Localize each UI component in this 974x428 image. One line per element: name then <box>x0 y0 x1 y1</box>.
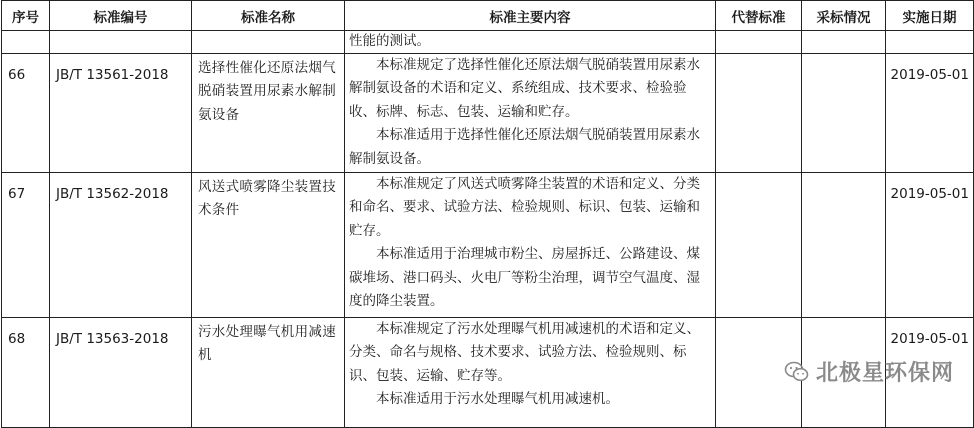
content-paragraph: 本标准适用于治理城市粉尘、房屋拆迁、公路建设、煤碳堆场、港口码头、火电厂等粉尘治理，调节空气温度、湿度的降尘装置。 <box>349 246 700 310</box>
row-date: 2019-05-01 <box>886 318 974 428</box>
row-code: JB/T 13561-2018 <box>50 54 192 173</box>
content-paragraph: 本标准规定了污水处理曝气机用减速机的术语和定义、分类、命名与规格、技术要求、试验方法、检验规则、标识、包装、运输、贮存等。 <box>349 321 700 384</box>
content-paragraph: 本标准规定了选择性催化还原法烟气脱硝装置用尿素水解制氨设备的术语和定义、系统组成、技术要求、检验验收、标牌、标志、包装、运输和贮存。 <box>349 57 700 120</box>
row-date: 2019-05-01 <box>886 173 974 318</box>
row-name: 选择性催化还原法烟气脱硝装置用尿素水解制氨设备 <box>192 54 345 173</box>
row-date: 2019-05-01 <box>886 54 974 173</box>
row-adopt <box>802 173 886 318</box>
header-code: 标准编号 <box>50 1 192 31</box>
row-content <box>345 54 716 173</box>
cell-replace <box>716 31 802 54</box>
cell-adopt <box>802 31 886 54</box>
header-replace: 代替标准 <box>716 1 802 31</box>
cell-code <box>50 31 192 54</box>
content-paragraph: 本标准适用于选择性催化还原法烟气脱硝装置用尿素水解制氨设备。 <box>349 127 700 167</box>
content-paragraph: 本标准适用于污水处理曝气机用减速机。 <box>376 391 619 408</box>
header-no: 序号 <box>2 1 50 31</box>
row-no: 68 <box>2 318 50 428</box>
cell-name <box>192 31 345 54</box>
wechat-icon <box>784 359 810 385</box>
continuation-row <box>2 31 974 54</box>
header-name: 标准名称 <box>192 1 345 31</box>
watermark <box>784 356 954 387</box>
table-header-row <box>2 1 974 31</box>
row-code: JB/T 13563-2018 <box>50 318 192 428</box>
row-replace <box>716 173 802 318</box>
header-content: 标准主要内容 <box>345 1 716 31</box>
continuation-text: 性能的测试。 <box>345 31 716 54</box>
cell-date <box>886 31 974 54</box>
header-date: 实施日期 <box>886 1 974 31</box>
row-content <box>345 173 716 318</box>
row-name: 污水处理曝气机用减速机 <box>192 318 345 428</box>
table-row <box>2 54 974 173</box>
header-adopt: 采标情况 <box>802 1 886 31</box>
table-row <box>2 173 974 318</box>
row-no: 66 <box>2 54 50 173</box>
row-replace <box>716 54 802 173</box>
row-name: 风送式喷雾降尘装置技术条件 <box>192 173 345 318</box>
watermark-text: 北极星环保网 <box>815 361 954 386</box>
row-content <box>345 318 716 428</box>
row-adopt <box>802 54 886 173</box>
row-no: 67 <box>2 173 50 318</box>
row-code: JB/T 13562-2018 <box>50 173 192 318</box>
content-paragraph: 本标准规定了风送式喷雾降尘装置的术语和定义、分类和命名、要求、试验方法、检验规则、标识、包装、运输和贮存。 <box>349 176 700 239</box>
cell-no <box>2 31 50 54</box>
